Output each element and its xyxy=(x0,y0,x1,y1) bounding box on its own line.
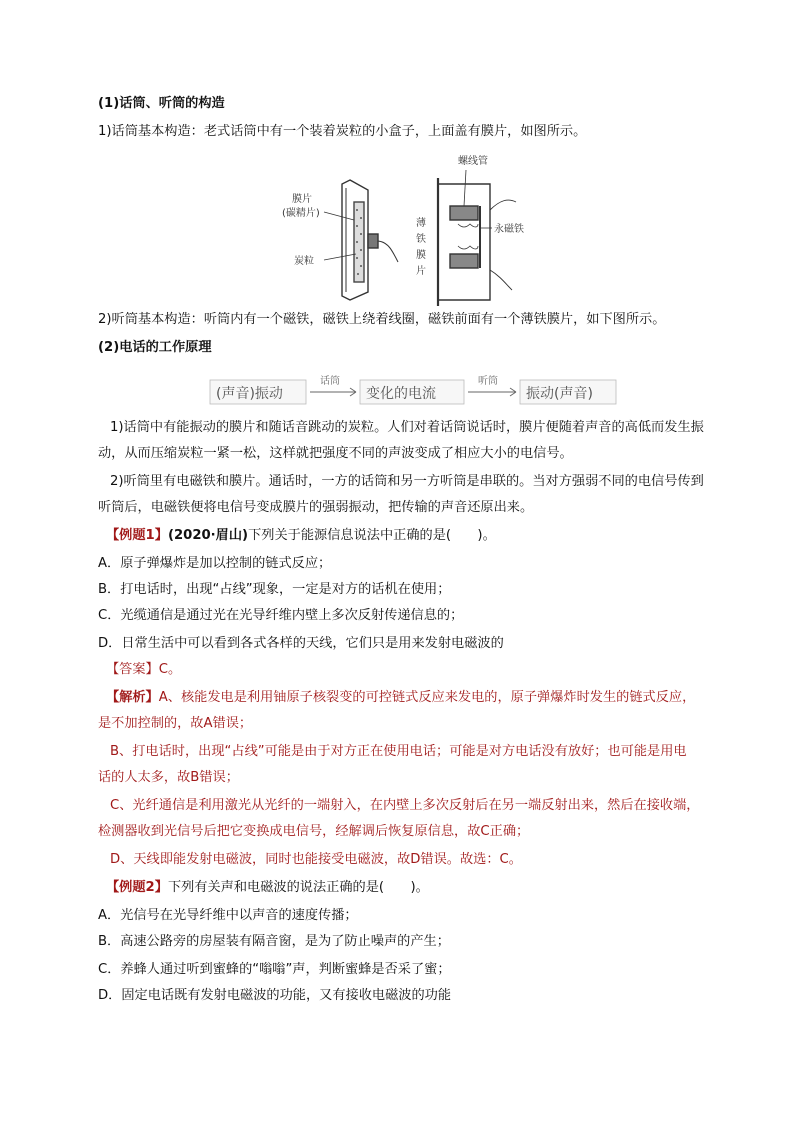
example1-source: (2020·眉山) xyxy=(167,528,249,543)
example2-option-b: B．高速公路旁的房屋装有隔音窗，是为了防止噪声的产生； xyxy=(98,934,450,949)
section1-heading: (1)话筒、听筒的构造 xyxy=(98,96,225,111)
microphone-receiver-figure xyxy=(280,150,524,310)
receiver-diagram xyxy=(438,170,516,306)
example2-question-text: 下列有关声和电磁波的说法正确的是( )。 xyxy=(167,880,429,895)
example1-question-text: 下列关于能源信息说法中正确的是( )。 xyxy=(248,528,496,543)
example1-option-b: B．打电话时，出现“占线”现象，一定是对方的话机在使用； xyxy=(98,582,451,597)
example1-analysis-line4: 话的人太多，故B错误； xyxy=(98,770,239,785)
example2-option-a: A．光信号在光导纤维中以声音的速度传播； xyxy=(98,908,358,923)
principle-p1-line1: 1)话筒中有能振动的膜片和随话音跳动的炭粒。人们对着话筒说话时，膜片便随着声音的高低而发生振 xyxy=(110,420,704,435)
label-permanent-magnet: 永磁铁 xyxy=(494,224,524,235)
analysis-tag: 【解析】 xyxy=(106,690,159,705)
example2-option-c: C．养蜂人通过听到蜜蜂的“嗡嗡”声，判断蜜蜂是否采了蜜； xyxy=(98,962,451,977)
example1-option-d: D．日常生活中可以看到各式各样的天线，它们只是用来发射电磁波的 xyxy=(98,636,504,651)
example1-analysis-line3: B、打电话时，出现“占线”可能是由于对方正在使用电话；可能是对方电话没有放好；也可能是用电 xyxy=(110,744,687,759)
example1-answer xyxy=(106,660,706,680)
analysis-text-1: A、核能发电是利用铀原子核裂变的可控链式反应来发电的，原子弹爆炸时发生的链式反应， xyxy=(158,690,696,705)
flow-label-receiver: 听筒 xyxy=(478,376,498,387)
principle-p1-line2: 动，从而压缩炭粒一紧一松，这样就把强度不同的声波变成了相应大小的电信号。 xyxy=(98,446,573,461)
example2-question xyxy=(106,878,706,898)
flow-label-microphone: 话筒 xyxy=(320,376,340,387)
example1-analysis-line2: 是不加控制的，故A错误； xyxy=(98,716,253,731)
flow-end: 振动(声音) xyxy=(526,386,593,402)
label-carbon-plate: (碳精片) xyxy=(282,208,320,219)
example1-analysis-line6: 检测器收到光信号后把它变换成电信号，经解调后恢复原信息，故C正确； xyxy=(98,824,530,839)
example2-option-d: D．固定电话既有发射电磁波的功能，又有接收电磁波的功能 xyxy=(98,988,452,1003)
telephone-flow-diagram xyxy=(210,372,620,408)
receiver-description: 2)听筒基本构造：听筒内有一个磁铁，磁铁上绕着线圈，磁铁前面有一个薄铁膜片，如下图所示。 xyxy=(98,312,666,327)
label-iron-diaphragm-1: 薄 xyxy=(416,218,426,229)
microphone-description: 1)话筒基本构造：老式话筒中有一个装着炭粒的小盒子，上面盖有膜片，如图所示。 xyxy=(98,124,587,139)
section2-heading: (2)电话的工作原理 xyxy=(98,340,212,355)
example1-option-c: C．光缆通信是通过光在光导纤维内壁上多次反射传递信息的； xyxy=(98,608,464,623)
label-iron-diaphragm-3: 膜 xyxy=(416,250,426,261)
microphone-diagram xyxy=(324,180,398,300)
flow-middle: 变化的电流 xyxy=(366,386,436,402)
label-iron-diaphragm-2: 铁 xyxy=(416,234,426,245)
answer-value: C。 xyxy=(158,662,182,677)
flow-start: (声音)振动 xyxy=(216,386,283,402)
answer-tag: 【答案】 xyxy=(106,662,159,677)
principle-p2-line2: 听筒后，电磁铁便将电信号变成膜片的强弱振动，把传输的声音还原出来。 xyxy=(98,500,534,515)
label-solenoid: 螺线管 xyxy=(458,156,488,167)
example2-tag: 【例题2】 xyxy=(106,880,168,895)
example1-analysis-line1 xyxy=(106,688,706,708)
example1-analysis-line7: D、天线即能发射电磁波，同时也能接受电磁波，故D错误。故选：C。 xyxy=(110,852,522,867)
example1-tag: 【例题1】 xyxy=(106,528,168,543)
label-diaphragm: 膜片 xyxy=(292,194,312,205)
example1-option-a: A．原子弹爆炸是加以控制的链式反应； xyxy=(98,556,332,571)
example1-analysis-line5: C、光纤通信是利用激光从光纤的一端射入，在内壁上多次反射后在另一端反射出来，然后在接收端， xyxy=(110,798,700,813)
label-iron-diaphragm-4: 片 xyxy=(416,266,426,277)
principle-p2-line1: 2)听筒里有电磁铁和膜片。通话时，一方的话筒和另一方听筒是串联的。当对方强弱不同的电信号传到 xyxy=(110,474,704,489)
example1-question xyxy=(106,526,706,546)
label-carbon-granules: 炭粒 xyxy=(294,256,314,267)
